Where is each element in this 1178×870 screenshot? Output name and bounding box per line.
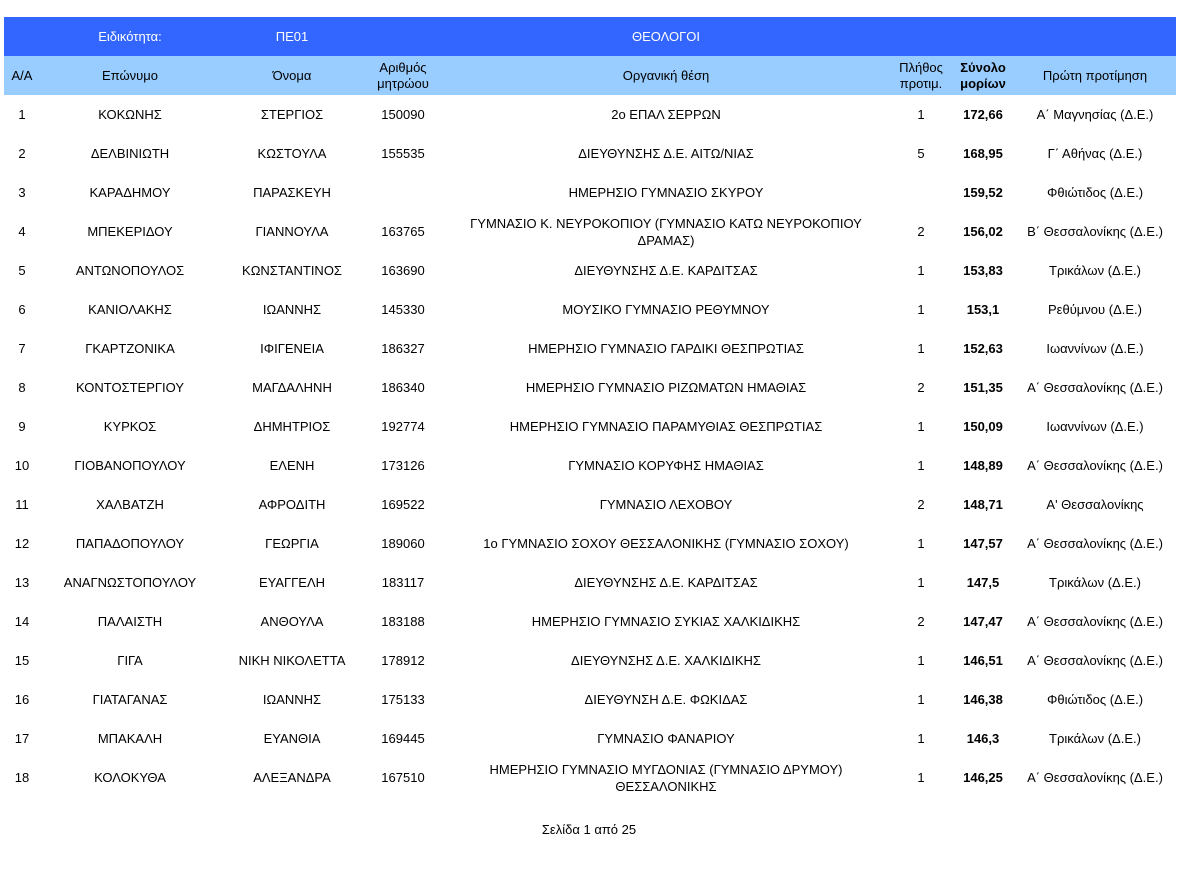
cell-position: ΓΥΜΝΑΣΙΟ ΛΕΧΟΒΟΥ bbox=[599, 497, 733, 512]
cell-first-pref: Ιωαννίνων (Δ.Ε.) bbox=[1046, 341, 1144, 356]
cell-position: ΓΥΜΝΑΣΙΟ ΚΟΡΥΦΗΣ ΗΜΑΘΙΑΣ bbox=[568, 458, 764, 473]
cell-surname: ΧΑΛΒΑΤΖΗ bbox=[96, 497, 164, 512]
cell-score: 146,51 bbox=[963, 653, 1003, 668]
cell-first-pref: Α' Θεσσαλονίκης bbox=[1046, 497, 1144, 512]
cell-first-pref: Τρικάλων (Δ.Ε.) bbox=[1049, 731, 1141, 746]
cell-score: 168,95 bbox=[963, 146, 1003, 161]
cell-score: 153,83 bbox=[963, 263, 1003, 278]
cell-aa: 6 bbox=[18, 302, 26, 317]
cell-first-pref: Φθιώτιδος (Δ.Ε.) bbox=[1046, 692, 1144, 707]
cell-surname: ΜΠΕΚΕΡΙΔΟΥ bbox=[87, 224, 173, 239]
cell-registry: 189060 bbox=[381, 536, 425, 551]
cell-prefs: 1 bbox=[917, 653, 925, 668]
cell-position: ΜΟΥΣΙΚΟ ΓΥΜΝΑΣΙΟ ΡΕΘΥΜΝΟΥ bbox=[562, 302, 770, 317]
cell-surname: ΓΙΑΤΑΓΑΝΑΣ bbox=[92, 692, 168, 707]
cell-first-pref: Α΄ Θεσσαλονίκης (Δ.Ε.) bbox=[1027, 380, 1163, 395]
cell-surname: ΚΑΝΙΟΛΑΚΗΣ bbox=[88, 302, 172, 317]
cell-registry: 169522 bbox=[381, 497, 425, 512]
col-header-score-line1: Σύνολο bbox=[960, 59, 1006, 75]
col-header-aa: Α/Α bbox=[4, 56, 40, 95]
cell-score: 147,47 bbox=[963, 614, 1003, 629]
col-header-prefs bbox=[890, 56, 952, 95]
cell-surname: ΑΝΑΓΝΩΣΤΟΠΟΥΛΟΥ bbox=[63, 575, 197, 590]
specialty-row bbox=[4, 17, 1176, 56]
cell-registry: 167510 bbox=[381, 770, 425, 785]
cell-first-pref: Τρικάλων (Δ.Ε.) bbox=[1049, 575, 1141, 590]
cell-registry bbox=[364, 173, 442, 212]
col-header-first-pref: Πρώτη προτίμηση bbox=[1014, 56, 1176, 95]
cell-name: ΚΩΝΣΤΑΝΤΙΝΟΣ bbox=[242, 263, 342, 278]
cell-position: ΗΜΕΡΗΣΙΟ ΓΥΜΝΑΣΙΟ ΠΑΡΑΜΥΘΙΑΣ ΘΕΣΠΡΩΤΙΑΣ bbox=[509, 419, 823, 434]
cell-name: ΣΤΕΡΓΙΟΣ bbox=[260, 107, 324, 122]
ranking-sheet bbox=[4, 17, 1176, 797]
cell-prefs: 2 bbox=[917, 224, 925, 239]
cell-aa: 7 bbox=[18, 341, 26, 356]
col-header-score bbox=[952, 56, 1014, 95]
table-row bbox=[4, 134, 1176, 173]
specialty-code: ΠΕ01 bbox=[220, 17, 364, 56]
cell-position: ΗΜΕΡΗΣΙΟ ΓΥΜΝΑΣΙΟ ΜΥΓΔΟΝΙΑΣ (ΓΥΜΝΑΣΙΟ ΔΡΥΜΟΥ) ΘΕΣΣΑΛΟΝΙΚΗΣ bbox=[489, 761, 843, 794]
specialty-label: Ειδικότητα: bbox=[40, 17, 220, 56]
cell-position: ΔΙΕΥΘΥΝΣΗΣ Δ.Ε. ΧΑΛΚΙΔΙΚΗΣ bbox=[571, 653, 761, 668]
cell-aa: 10 bbox=[14, 458, 30, 473]
cell-registry: 178912 bbox=[381, 653, 425, 668]
cell-name: ΑΦΡΟΔΙΤΗ bbox=[258, 497, 326, 512]
cell-first-pref: Α΄ Θεσσαλονίκης (Δ.Ε.) bbox=[1027, 536, 1163, 551]
cell-first-pref: Ρεθύμνου (Δ.Ε.) bbox=[1048, 302, 1142, 317]
table-row bbox=[4, 212, 1176, 251]
cell-prefs: 1 bbox=[917, 575, 925, 590]
cell-name: ΙΩΑΝΝΗΣ bbox=[262, 692, 322, 707]
cell-prefs: 1 bbox=[917, 419, 925, 434]
cell-aa: 15 bbox=[14, 653, 30, 668]
cell-name: ΝΙΚΗ ΝΙΚΟΛΕΤΤΑ bbox=[238, 653, 346, 668]
cell-aa: 5 bbox=[18, 263, 26, 278]
cell-aa: 12 bbox=[14, 536, 30, 551]
cell-name: ΑΛΕΞΑΝΔΡΑ bbox=[253, 770, 331, 785]
cell-surname: ΑΝΤΩΝΟΠΟΥΛΟΣ bbox=[75, 263, 185, 278]
cell-aa: 13 bbox=[14, 575, 30, 590]
cell-position: ΗΜΕΡΗΣΙΟ ΓΥΜΝΑΣΙΟ ΡΙΖΩΜΑΤΩΝ ΗΜΑΘΙΑΣ bbox=[525, 380, 807, 395]
cell-prefs: 2 bbox=[917, 614, 925, 629]
cell-score: 146,38 bbox=[963, 692, 1003, 707]
cell-prefs: 1 bbox=[917, 692, 925, 707]
cell-surname: ΚΥΡΚΟΣ bbox=[103, 419, 157, 434]
cell-registry: 163765 bbox=[381, 224, 425, 239]
cell-surname: ΓΚΑΡΤΖΟΝΙΚΑ bbox=[85, 341, 175, 356]
cell-name: ΓΙΑΝΝΟΥΛΑ bbox=[255, 224, 329, 239]
cell-score: 146,25 bbox=[963, 770, 1003, 785]
cell-surname: ΚΟΝΤΟΣΤΕΡΓΙΟΥ bbox=[75, 380, 185, 395]
table-row bbox=[4, 173, 1176, 212]
cell-aa: 16 bbox=[14, 692, 30, 707]
cell-registry: 163690 bbox=[381, 263, 425, 278]
cell-score: 159,52 bbox=[963, 185, 1003, 200]
column-header-row bbox=[4, 56, 1176, 95]
specialty-name: ΘΕΟΛΟΓΟΙ bbox=[442, 17, 890, 56]
cell-position: ΔΙΕΥΘΥΝΣΗ Δ.Ε. ΦΩΚΙΔΑΣ bbox=[584, 692, 748, 707]
cell-registry: 150090 bbox=[381, 107, 425, 122]
cell-position: ΔΙΕΥΘΥΝΣΗΣ Δ.Ε. ΑΙΤΩ/ΝΙΑΣ bbox=[578, 146, 754, 161]
cell-surname: ΚΑΡΑΔΗΜΟΥ bbox=[89, 185, 171, 200]
cell-prefs: 1 bbox=[917, 536, 925, 551]
table-row bbox=[4, 407, 1176, 446]
cell-aa: 9 bbox=[18, 419, 26, 434]
table-row bbox=[4, 641, 1176, 680]
cell-aa: 18 bbox=[14, 770, 30, 785]
cell-score: 146,3 bbox=[966, 731, 1000, 746]
cell-name: ΕΥΑΓΓΕΛΗ bbox=[258, 575, 326, 590]
cell-position: 1ο ΓΥΜΝΑΣΙΟ ΣΟΧΟΥ ΘΕΣΣΑΛΟΝΙΚΗΣ (ΓΥΜΝΑΣΙΟ ΣΟΧΟΥ) bbox=[483, 536, 849, 551]
col-header-prefs-line2: προτιμ. bbox=[899, 75, 943, 91]
cell-score: 153,1 bbox=[966, 302, 1000, 317]
cell-name: ΓΕΩΡΓΙΑ bbox=[265, 536, 319, 551]
cell-position: 2ο ΕΠΑΛ ΣΕΡΡΩΝ bbox=[611, 107, 721, 122]
cell-score: 152,63 bbox=[963, 341, 1003, 356]
col-header-registry-line1: Αριθμός bbox=[379, 59, 427, 75]
cell-prefs: 1 bbox=[917, 302, 925, 317]
cell-registry: 192774 bbox=[381, 419, 425, 434]
cell-name: ΕΥΑΝΘΙΑ bbox=[263, 731, 321, 746]
cell-surname: ΓΙΟΒΑΝΟΠΟΥΛΟΥ bbox=[74, 458, 186, 473]
cell-name: ΚΩΣΤΟΥΛΑ bbox=[257, 146, 327, 161]
cell-first-pref: Α΄ Μαγνησίας (Δ.Ε.) bbox=[1036, 107, 1154, 122]
cell-first-pref: Α΄ Θεσσαλονίκης (Δ.Ε.) bbox=[1027, 458, 1163, 473]
cell-prefs: 2 bbox=[917, 497, 925, 512]
cell-name: ΑΝΘΟΥΛΑ bbox=[260, 614, 324, 629]
cell-position: ΓΥΜΝΑΣΙΟ Κ. ΝΕΥΡΟΚΟΠΙΟΥ (ΓΥΜΝΑΣΙΟ ΚΑΤΩ ΝΕΥΡΟΚΟΠΙΟΥ ΔΡΑΜΑΣ) bbox=[470, 215, 862, 248]
table-row bbox=[4, 758, 1176, 797]
cell-position: ΗΜΕΡΗΣΙΟ ΓΥΜΝΑΣΙΟ ΓΑΡΔΙΚΙ ΘΕΣΠΡΩΤΙΑΣ bbox=[528, 341, 804, 356]
cell-prefs: 1 bbox=[917, 107, 925, 122]
cell-registry: 173126 bbox=[381, 458, 425, 473]
cell-prefs: 1 bbox=[917, 731, 925, 746]
cell-score: 147,57 bbox=[963, 536, 1003, 551]
table-row bbox=[4, 95, 1176, 134]
cell-name: ΕΛΕΝΗ bbox=[269, 458, 315, 473]
col-header-surname: Επώνυμο bbox=[40, 56, 220, 95]
cell-prefs: 1 bbox=[917, 458, 925, 473]
cell-registry: 169445 bbox=[381, 731, 425, 746]
cell-registry: 186327 bbox=[381, 341, 425, 356]
cell-surname: ΠΑΛΑΙΣΤΗ bbox=[97, 614, 163, 629]
cell-surname: ΜΠΑΚΑΛΗ bbox=[97, 731, 163, 746]
cell-name: ΙΩΑΝΝΗΣ bbox=[262, 302, 322, 317]
cell-score: 148,89 bbox=[963, 458, 1003, 473]
cell-prefs: 1 bbox=[917, 341, 925, 356]
cell-score: 147,5 bbox=[966, 575, 1000, 590]
cell-name: ΜΑΓΔΑΛΗΝΗ bbox=[252, 380, 332, 395]
cell-registry: 155535 bbox=[381, 146, 425, 161]
table-row bbox=[4, 368, 1176, 407]
cell-score: 148,71 bbox=[963, 497, 1003, 512]
col-header-score-line2: μορίων bbox=[960, 75, 1006, 91]
cell-position: ΔΙΕΥΘΥΝΣΗΣ Δ.Ε. ΚΑΡΔΙΤΣΑΣ bbox=[574, 263, 758, 278]
cell-score: 150,09 bbox=[963, 419, 1003, 434]
cell-prefs bbox=[890, 173, 952, 212]
table-row bbox=[4, 602, 1176, 641]
col-header-position: Οργανική θέση bbox=[442, 56, 890, 95]
page-indicator: Σελίδα 1 από 25 bbox=[541, 822, 637, 837]
cell-aa: 8 bbox=[18, 380, 26, 395]
cell-surname: ΓΙΓΑ bbox=[117, 653, 143, 668]
cell-first-pref: Α΄ Θεσσαλονίκης (Δ.Ε.) bbox=[1027, 770, 1163, 785]
cell-first-pref: Α΄ Θεσσαλονίκης (Δ.Ε.) bbox=[1027, 614, 1163, 629]
cell-position: ΔΙΕΥΘΥΝΣΗΣ Δ.Ε. ΚΑΡΔΙΤΣΑΣ bbox=[574, 575, 758, 590]
col-header-registry bbox=[364, 56, 442, 95]
cell-surname: ΚΟΛΟΚΥΘΑ bbox=[94, 770, 166, 785]
cell-registry: 183117 bbox=[381, 575, 425, 590]
cell-prefs: 2 bbox=[917, 380, 925, 395]
cell-registry: 186340 bbox=[381, 380, 425, 395]
cell-name: ΙΦΙΓΕΝΕΙΑ bbox=[260, 341, 324, 356]
cell-position: ΗΜΕΡΗΣΙΟ ΓΥΜΝΑΣΙΟ ΣΚΥΡΟΥ bbox=[568, 185, 764, 200]
cell-position: ΗΜΕΡΗΣΙΟ ΓΥΜΝΑΣΙΟ ΣΥΚΙΑΣ ΧΑΛΚΙΔΙΚΗΣ bbox=[531, 614, 801, 629]
cell-first-pref: Τρικάλων (Δ.Ε.) bbox=[1049, 263, 1141, 278]
table-row bbox=[4, 329, 1176, 368]
table-row bbox=[4, 485, 1176, 524]
cell-aa: 1 bbox=[18, 107, 26, 122]
cell-position: ΓΥΜΝΑΣΙΟ ΦΑΝΑΡΙΟΥ bbox=[597, 731, 735, 746]
cell-score: 151,35 bbox=[963, 380, 1003, 395]
table-row bbox=[4, 524, 1176, 563]
cell-aa: 2 bbox=[18, 146, 26, 161]
cell-aa: 14 bbox=[14, 614, 30, 629]
cell-first-pref: Φθιώτιδος (Δ.Ε.) bbox=[1046, 185, 1144, 200]
cell-registry: 145330 bbox=[381, 302, 425, 317]
cell-surname: ΔΕΛΒΙΝΙΩΤΗ bbox=[90, 146, 170, 161]
cell-prefs: 1 bbox=[917, 770, 925, 785]
cell-aa: 11 bbox=[15, 497, 29, 512]
cell-name: ΔΗΜΗΤΡΙΟΣ bbox=[253, 419, 331, 434]
cell-aa: 17 bbox=[14, 731, 30, 746]
cell-first-pref: Γ΄ Αθήνας (Δ.Ε.) bbox=[1047, 146, 1143, 161]
table-row bbox=[4, 251, 1176, 290]
col-header-registry-line2: μητρώου bbox=[377, 75, 429, 91]
cell-aa: 4 bbox=[18, 224, 26, 239]
table-row bbox=[4, 446, 1176, 485]
cell-prefs: 1 bbox=[917, 263, 925, 278]
cell-first-pref: Ιωαννίνων (Δ.Ε.) bbox=[1046, 419, 1144, 434]
table-row bbox=[4, 680, 1176, 719]
col-header-prefs-line1: Πλήθος bbox=[899, 59, 943, 75]
col-header-name: Όνομα bbox=[220, 56, 364, 95]
cell-registry: 183188 bbox=[381, 614, 425, 629]
cell-registry: 175133 bbox=[381, 692, 425, 707]
cell-score: 156,02 bbox=[963, 224, 1003, 239]
table-row bbox=[4, 290, 1176, 329]
cell-name: ΠΑΡΑΣΚΕΥΗ bbox=[253, 185, 331, 200]
ranking-table bbox=[4, 17, 1176, 797]
table-row bbox=[4, 563, 1176, 602]
cell-score: 172,66 bbox=[963, 107, 1003, 122]
cell-surname: ΠΑΠΑΔΟΠΟΥΛΟΥ bbox=[75, 536, 185, 551]
cell-aa: 3 bbox=[18, 185, 26, 200]
table-row bbox=[4, 719, 1176, 758]
cell-surname: ΚΟΚΩΝΗΣ bbox=[98, 107, 162, 122]
cell-first-pref: Α΄ Θεσσαλονίκης (Δ.Ε.) bbox=[1027, 653, 1163, 668]
cell-first-pref: Β΄ Θεσσαλονίκης (Δ.Ε.) bbox=[1027, 224, 1163, 239]
cell-prefs: 5 bbox=[917, 146, 925, 161]
